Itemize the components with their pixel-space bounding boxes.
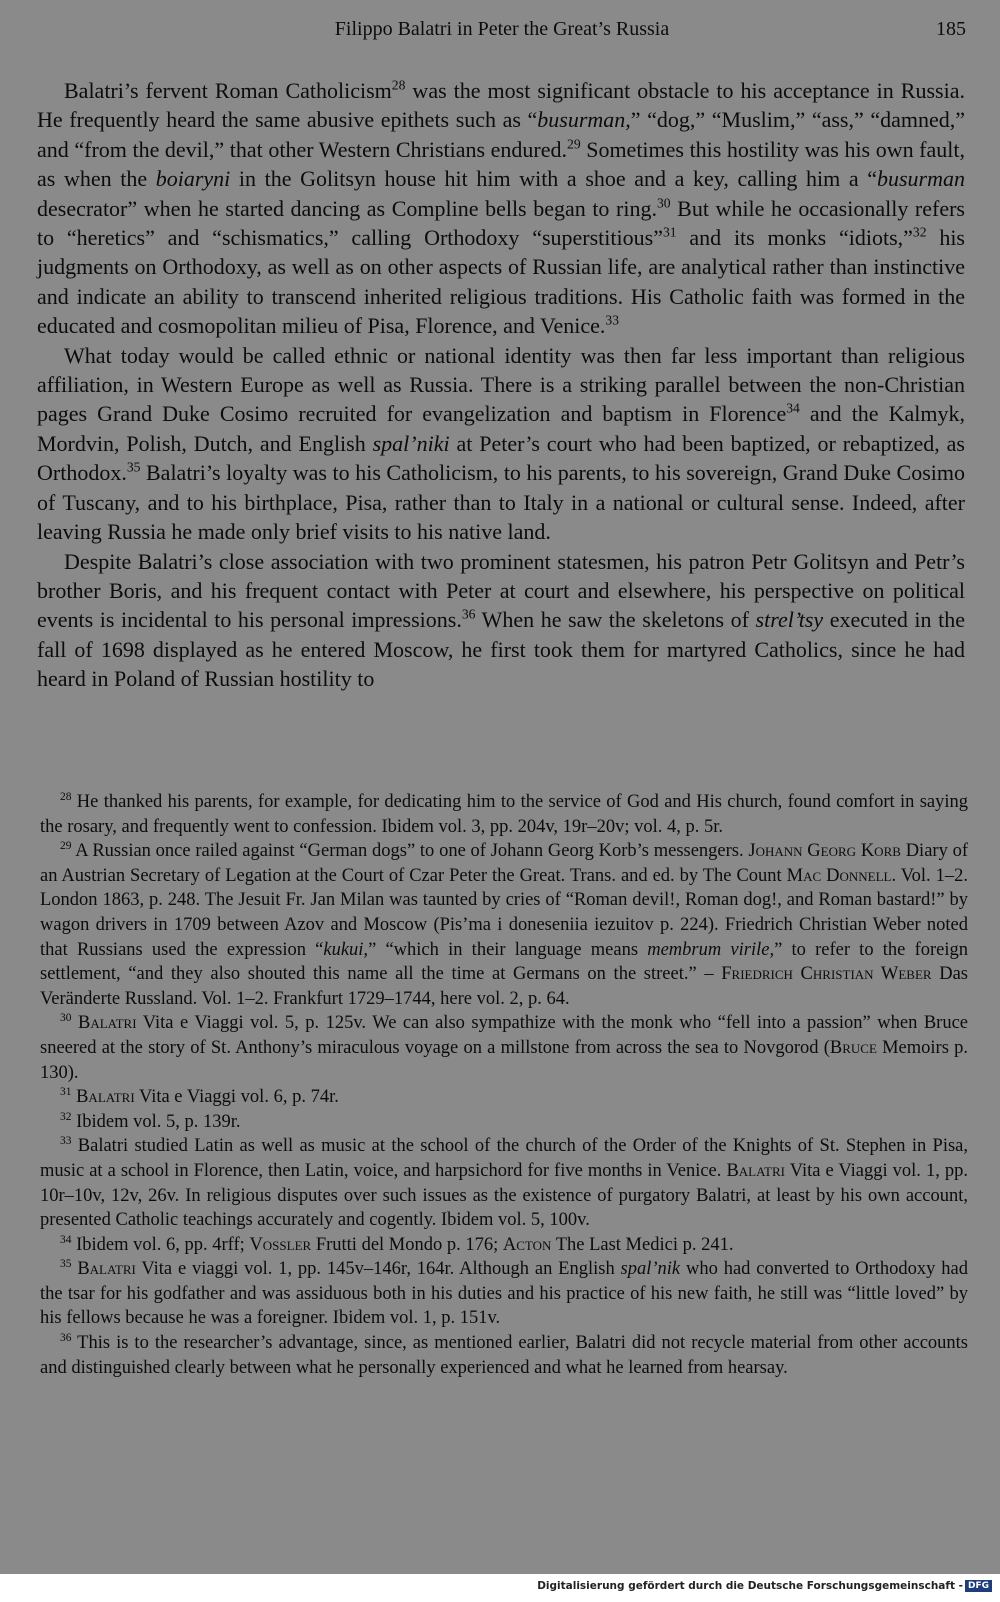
author-name: Balatri <box>77 1259 136 1280</box>
footnote-number: 35 <box>60 1258 72 1271</box>
text-run: Balatri’s fervent Roman Catholicism <box>64 78 392 103</box>
text-run: his judgments on Orthodoxy, as well as on other aspects of Russian life, are analytical rather than instinctive and indicate an ability to transcend inherited religious traditions. His Catholic faith was formed in the educated and cosmopolitan milieu of Pisa, Florence, and Venice. <box>37 225 965 339</box>
author-name: Mac Donnell <box>786 865 892 886</box>
text-run: A Russian once railed against “German dogs” to one of Johann Georg Korb’s messengers. <box>71 841 749 862</box>
footnote-ref-31: 31 <box>662 224 677 240</box>
italic-term: membrum virile, <box>647 939 775 960</box>
footnote-number: 31 <box>60 1086 72 1099</box>
text-run: Balatri’s loyalty was to his Catholicism, to his parents, to his sovereign, Grand Duke Cosimo of Tuscany, and to his birthplace, Pisa, rather than to Italy in a national or cultural sense. Indeed, after leaving Russia he made only brief visits to his native land. <box>37 460 965 545</box>
footnote-36 <box>40 1331 968 1380</box>
italic-term: spal’nik <box>620 1259 681 1280</box>
text-run: . Vol. 1–2. London 1863, p. 248. The Jesuit Fr. Jan Milan was taunted by cries of “Roman devil!, Roman dog!, and Roman bastard!” by wagon drivers in 1709 between Azov and Moscow (Pis’ma i doneseniia iezuitov p. 224). Friedrich Christian Weber noted that Russians used the expression “ <box>40 865 969 960</box>
text-run: and its monks “idiots,” <box>676 225 913 251</box>
text-run: executed in the fall of 1698 displayed as he entered Moscow, he first took them for martyred Catholics, since he had heard in Poland of Russian hostility to <box>37 607 965 692</box>
text-run: desecrator” when he started dancing as Compline bells began to ring. <box>37 195 657 221</box>
footnote-ref-35: 35 <box>126 459 141 475</box>
footnotes <box>40 790 968 1380</box>
italic-term: strel’tsy <box>755 607 824 633</box>
footnote-ref-32: 32 <box>912 224 927 240</box>
author-name: Balatri <box>76 1087 135 1108</box>
digitization-footer <box>0 1574 1000 1602</box>
text-run: was the most significant obstacle to his acceptance in Russia. He frequently heard the same abusive epithets such as “ <box>37 78 965 133</box>
footnote-29 <box>40 839 968 1011</box>
footnote-35 <box>40 1257 968 1331</box>
footnote-ref-29: 29 <box>567 136 581 152</box>
text-run: ” to refer to the foreign settlement, “and they also shouted this name all the time at Germans on the street.” – <box>40 939 968 985</box>
footnote-34 <box>40 1233 968 1258</box>
footnote-ref-30: 30 <box>656 195 671 211</box>
body-text <box>37 76 965 694</box>
dfg-logo-icon: DFG <box>965 1580 992 1592</box>
footnote-ref-34: 34 <box>786 401 800 417</box>
text-run: Vita e Viaggi vol. 6, p. 74r. <box>134 1087 339 1108</box>
credit-text: Digitalisierung gefördert durch die Deutsche Forschungsgemeinschaft - <box>537 1580 963 1592</box>
funding-credit <box>537 1580 992 1592</box>
text-run: Despite Balatri’s close association with two prominent statesmen, his patron Petr Golitsyn and Petr’s brother Boris, and his frequent contact with Peter at court and elsewhere, his perspective on political events is incidental to his personal impressions. <box>37 548 965 633</box>
footnote-32 <box>40 1110 968 1135</box>
text-run: Ibidem vol. 5, p. 139r. <box>71 1111 241 1132</box>
paragraph-2 <box>37 341 965 547</box>
italic-term: busurman <box>876 166 965 192</box>
author-name: Johann Georg Korb <box>748 841 901 862</box>
italic-term: kukui, <box>323 939 369 960</box>
italic-term: busurman, <box>537 107 631 133</box>
author-name: Friedrich Christian Weber <box>721 964 932 985</box>
text-run: who had converted to Orthodoxy had the tsar for his godfather and was assiduous both in his duties and his practice of his new faith, he still was “little loved” by his fellows because he was a foreigner. Ibidem vol. 1, p. 151v. <box>40 1259 968 1329</box>
footnote-number: 28 <box>60 790 72 803</box>
footnote-number: 34 <box>60 1233 72 1246</box>
author-name: Acton <box>502 1234 552 1255</box>
footnote-ref-36: 36 <box>461 606 476 622</box>
text-run: Sometimes this hostility was his own fault, as when the <box>37 136 965 192</box>
footnote-28 <box>40 790 968 839</box>
text-run: Diary of an Austrian Secretary of Legation at the Court of Czar Peter the Great. Trans. and ed. by The Count <box>40 841 968 886</box>
footnote-number: 33 <box>60 1135 72 1148</box>
running-title: Filippo Balatri in Peter the Great’s Russia <box>334 18 670 40</box>
text-run: Vita e Viaggi vol. 1, pp. 10r–10v, 12v, 26v. In religious disputes over such issues as the existence of purgatory Balatri, at least by his own account, presented Catholic teachings accurately and cogently. Ibidem vol. 5, 100v. <box>40 1160 968 1231</box>
text-run: When he saw the skeletons of <box>475 607 756 633</box>
footnote-ref-28: 28 <box>391 77 406 93</box>
page-header <box>38 18 966 48</box>
footnote-33 <box>40 1134 968 1232</box>
text-run: He thanked his parents, for example, for dedicating him to the service of God and His church, found comfort in saying the rosary, and frequently went to confession. Ibidem vol. 3, pp. 204v, 19r–20v; vol. 4, p. 5r. <box>40 792 968 837</box>
paragraph-3 <box>37 547 965 694</box>
text-run: ” “which in their language means <box>368 939 648 960</box>
text-run: Vita e viaggi vol. 1, pp. 145v–146r, 164r. Although an English <box>135 1259 621 1280</box>
footnote-30 <box>40 1011 968 1085</box>
text-run: The Last Medici p. 241. <box>551 1234 734 1255</box>
text-run: Memoirs p. 130). <box>40 1037 968 1083</box>
text-run: Ibidem vol. 6, pp. 4rff; <box>71 1234 250 1255</box>
text-run: in the Golitsyn house hit him with a shoe and a key, calling him a “ <box>230 166 877 192</box>
text-run: Das Veränderte Russland. Vol. 1–2. Frankfurt 1729–1744, here vol. 2, p. 64. <box>40 964 968 1009</box>
italic-term: boiaryni <box>155 166 231 192</box>
page-number: 185 <box>936 18 966 40</box>
author-name: Balatri <box>726 1160 785 1181</box>
footnote-31 <box>40 1085 968 1110</box>
author-name: Vossler <box>249 1234 312 1255</box>
text-run: ” “dog,” “Muslim,” “ass,” “damned,” and “from the devil,” that other Western Christians endured. <box>37 107 965 162</box>
author-name: Balatri <box>77 1013 137 1034</box>
footnote-number: 29 <box>60 840 72 853</box>
italic-term: spal’niki <box>372 430 450 456</box>
footnote-number: 30 <box>60 1012 72 1025</box>
footnote-number: 32 <box>60 1110 72 1123</box>
footnote-ref-33: 33 <box>605 312 620 328</box>
footnote-number: 36 <box>60 1331 72 1344</box>
text-run: Frutti del Mondo p. 176; <box>311 1234 503 1255</box>
text-run: Vita e Viaggi vol. 5, p. 125v. We can also sympathize with the monk who “fell into a passion” when Bruce sneered at the story of St. Anthony’s miraculous voyage on a millstone from across the sea to Novgorod ( <box>40 1013 969 1058</box>
text-run: This is to the researcher’s advantage, since, as mentioned earlier, Balatri did not recycle material from other accounts and distinguished clearly between what he personally experienced and what he learned from hearsay. <box>40 1333 968 1378</box>
author-name: Bruce <box>829 1037 877 1058</box>
paragraph-1 <box>37 76 965 341</box>
text-run: But while he occasionally refers to “heretics” and “schismatics,” calling Orthodoxy “superstitious” <box>37 195 965 251</box>
text-run: What today would be called ethnic or national identity was then far less important than religious affiliation, in Western Europe as well as Russia. There is a striking parallel between the non-Christian pages Grand Duke Cosimo recruited for evangelization and baptism in Florence <box>37 342 965 427</box>
text-run: at Peter’s court who had been baptized, or rebaptized, as Orthodox. <box>37 430 965 486</box>
text-run: and the Kalmyk, Mordvin, Polish, Dutch, and English <box>37 401 965 456</box>
text-run: Balatri studied Latin as well as music at the school of the church of the Order of the Knights of St. Stephen in Pisa, music at a school in Florence, then Latin, voice, and harpsichord for five months in Venice. <box>40 1136 968 1181</box>
